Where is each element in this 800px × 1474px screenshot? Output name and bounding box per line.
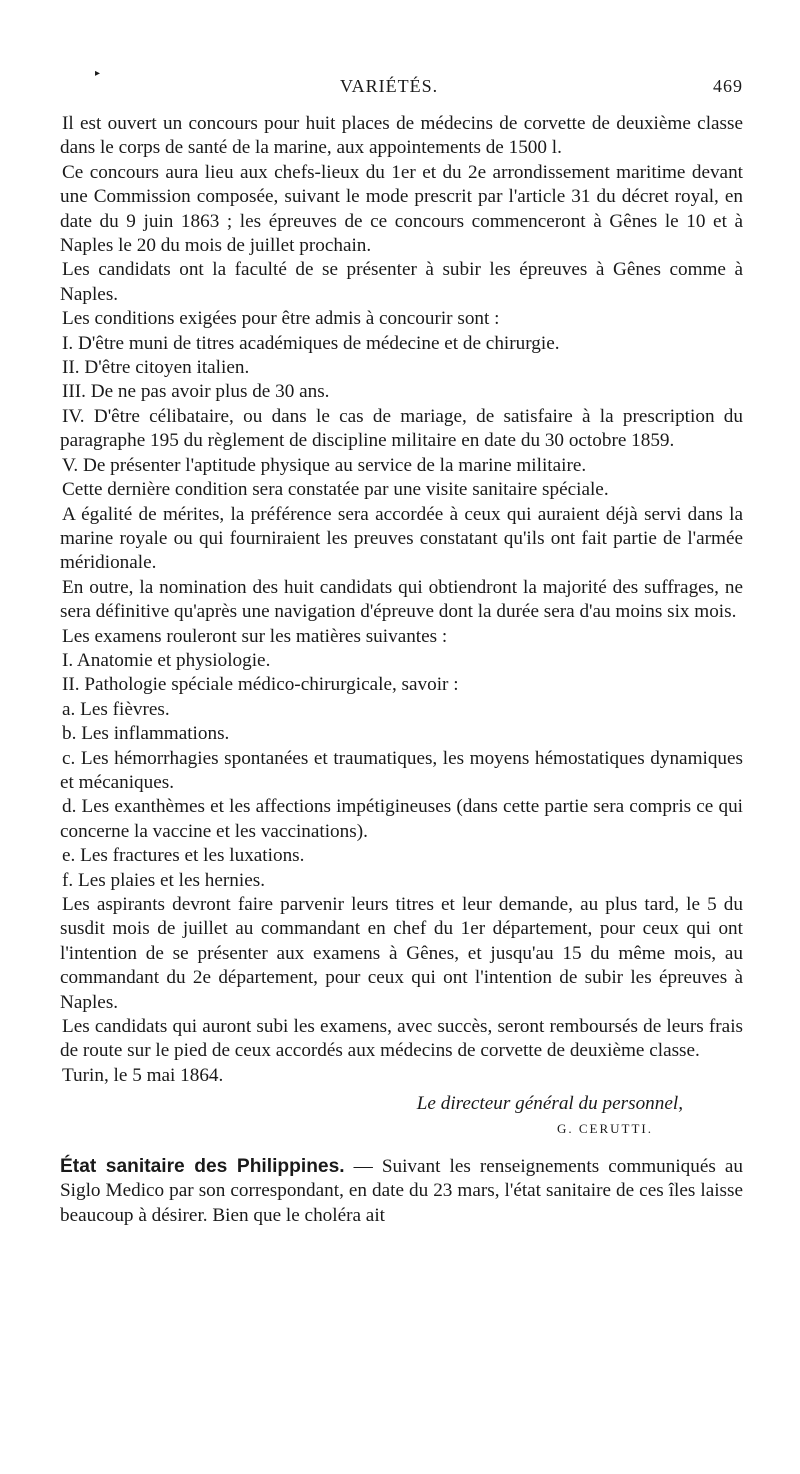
list-item: IV. D'être célibataire, ou dans le cas de mariage, de satisfaire à la prescription du paragraphe 195 du règlement de discipline militaire en date du 30 octobre 1859.: [60, 405, 743, 452]
running-title: VARIÉTÉS.: [340, 76, 439, 96]
signature-title: Le directeur général du personnel,: [416, 1093, 683, 1115]
paragraph: Les examens rouleront sur les matières suivantes :: [62, 625, 448, 647]
list-item: a. Les fièvres.: [62, 698, 170, 720]
section-heading: État sanitaire des Philippines.: [60, 1156, 345, 1178]
margin-mark-icon: ▸: [95, 68, 101, 79]
paragraph: Les aspirants devront faire parvenir leurs titres et leur demande, au plus tard, le 5 du susdit mois de juillet au commandant en chef du 1er département, pour ceux qui ont l'intention de se présenter aux examens à Gênes, et jusqu'au 15 du même mois, au commandant du 2e département, pour ceux qui ont l'intention de subir les épreuves à Naples.: [60, 894, 743, 1013]
list-item: III. De ne pas avoir plus de 30 ans.: [62, 381, 330, 403]
list-item: f. Les plaies et les hernies.: [62, 869, 265, 891]
page-header: [60, 76, 743, 106]
section-paragraph: [60, 1155, 743, 1228]
list-item: e. Les fractures et les luxations.: [62, 845, 305, 867]
paragraph: Il est ouvert un concours pour huit places de médecins de corvette de deuxième classe dans le corps de santé de la marine, aux appointements de 1500 l.: [60, 113, 743, 159]
paragraph: En outre, la nomination des huit candidats qui obtiendront la majorité des suffrages, ne sera définitive qu'après une navigation d'épreuve dont la durée sera d'au moins six mois.: [60, 576, 743, 623]
dateline: Turin, le 5 mai 1864.: [62, 1064, 224, 1086]
list-item: d. Les exanthèmes et les affections impétigineuses (dans cette partie sera compris ce qui concerne la vaccine et les vaccinations).: [60, 796, 743, 842]
list-item: V. De présenter l'aptitude physique au service de la marine militaire.: [62, 454, 587, 476]
article-body: [60, 112, 743, 1228]
paragraph: Les candidats ont la faculté de se présenter à subir les épreuves à Gênes comme à Naples.: [60, 259, 743, 305]
list-item: b. Les inflammations.: [62, 723, 230, 745]
paragraph: Les conditions exigées pour être admis à concourir sont :: [62, 308, 500, 330]
paragraph: A égalité de mérites, la préférence sera accordée à ceux qui auraient déjà servi dans la marine royale ou qui fourniraient les preuves constatant qu'ils ont fait partie de l'armée méridionale.: [60, 503, 743, 574]
list-item: I. Anatomie et physiologie.: [62, 649, 271, 671]
page-number: 469: [713, 76, 743, 96]
paragraph: Cette dernière condition sera constatée par une visite sanitaire spéciale.: [62, 479, 609, 501]
section-text: — Suivant les renseignements communiqués au Siglo Medico par son correspondant, en date du 23 mars, l'état sanitaire de ces îles laisse beaucoup à désirer. Bien que le choléra ait: [60, 1156, 743, 1226]
paragraph: Les candidats qui auront subi les examens, avec succès, seront remboursés de leurs frais de route sur le pied de ceux accordés aux médecins de corvette de deuxième classe.: [60, 1016, 743, 1062]
paragraph: Ce concours aura lieu aux chefs-lieux du 1er et du 2e arrondissement maritime devant une Commission composée, suivant le mode prescrit par l'article 31 du décret royal, en date du 9 juin 1863 ; les épreuves de ce concours commenceront à Gênes le 10 et à Naples le 20 du mois de juillet prochain.: [60, 161, 743, 257]
list-item: I. D'être muni de titres académiques de médecine et de chirurgie.: [62, 332, 560, 354]
list-item: II. Pathologie spéciale médico-chirurgicale, savoir :: [62, 674, 459, 696]
list-item: c. Les hémorrhagies spontanées et traumatiques, les moyens hémostatiques dynamiques et mécaniques.: [60, 747, 743, 793]
list-item: II. D'être citoyen italien.: [62, 357, 250, 379]
signature-name: G. CERUTTI.: [556, 1120, 653, 1136]
